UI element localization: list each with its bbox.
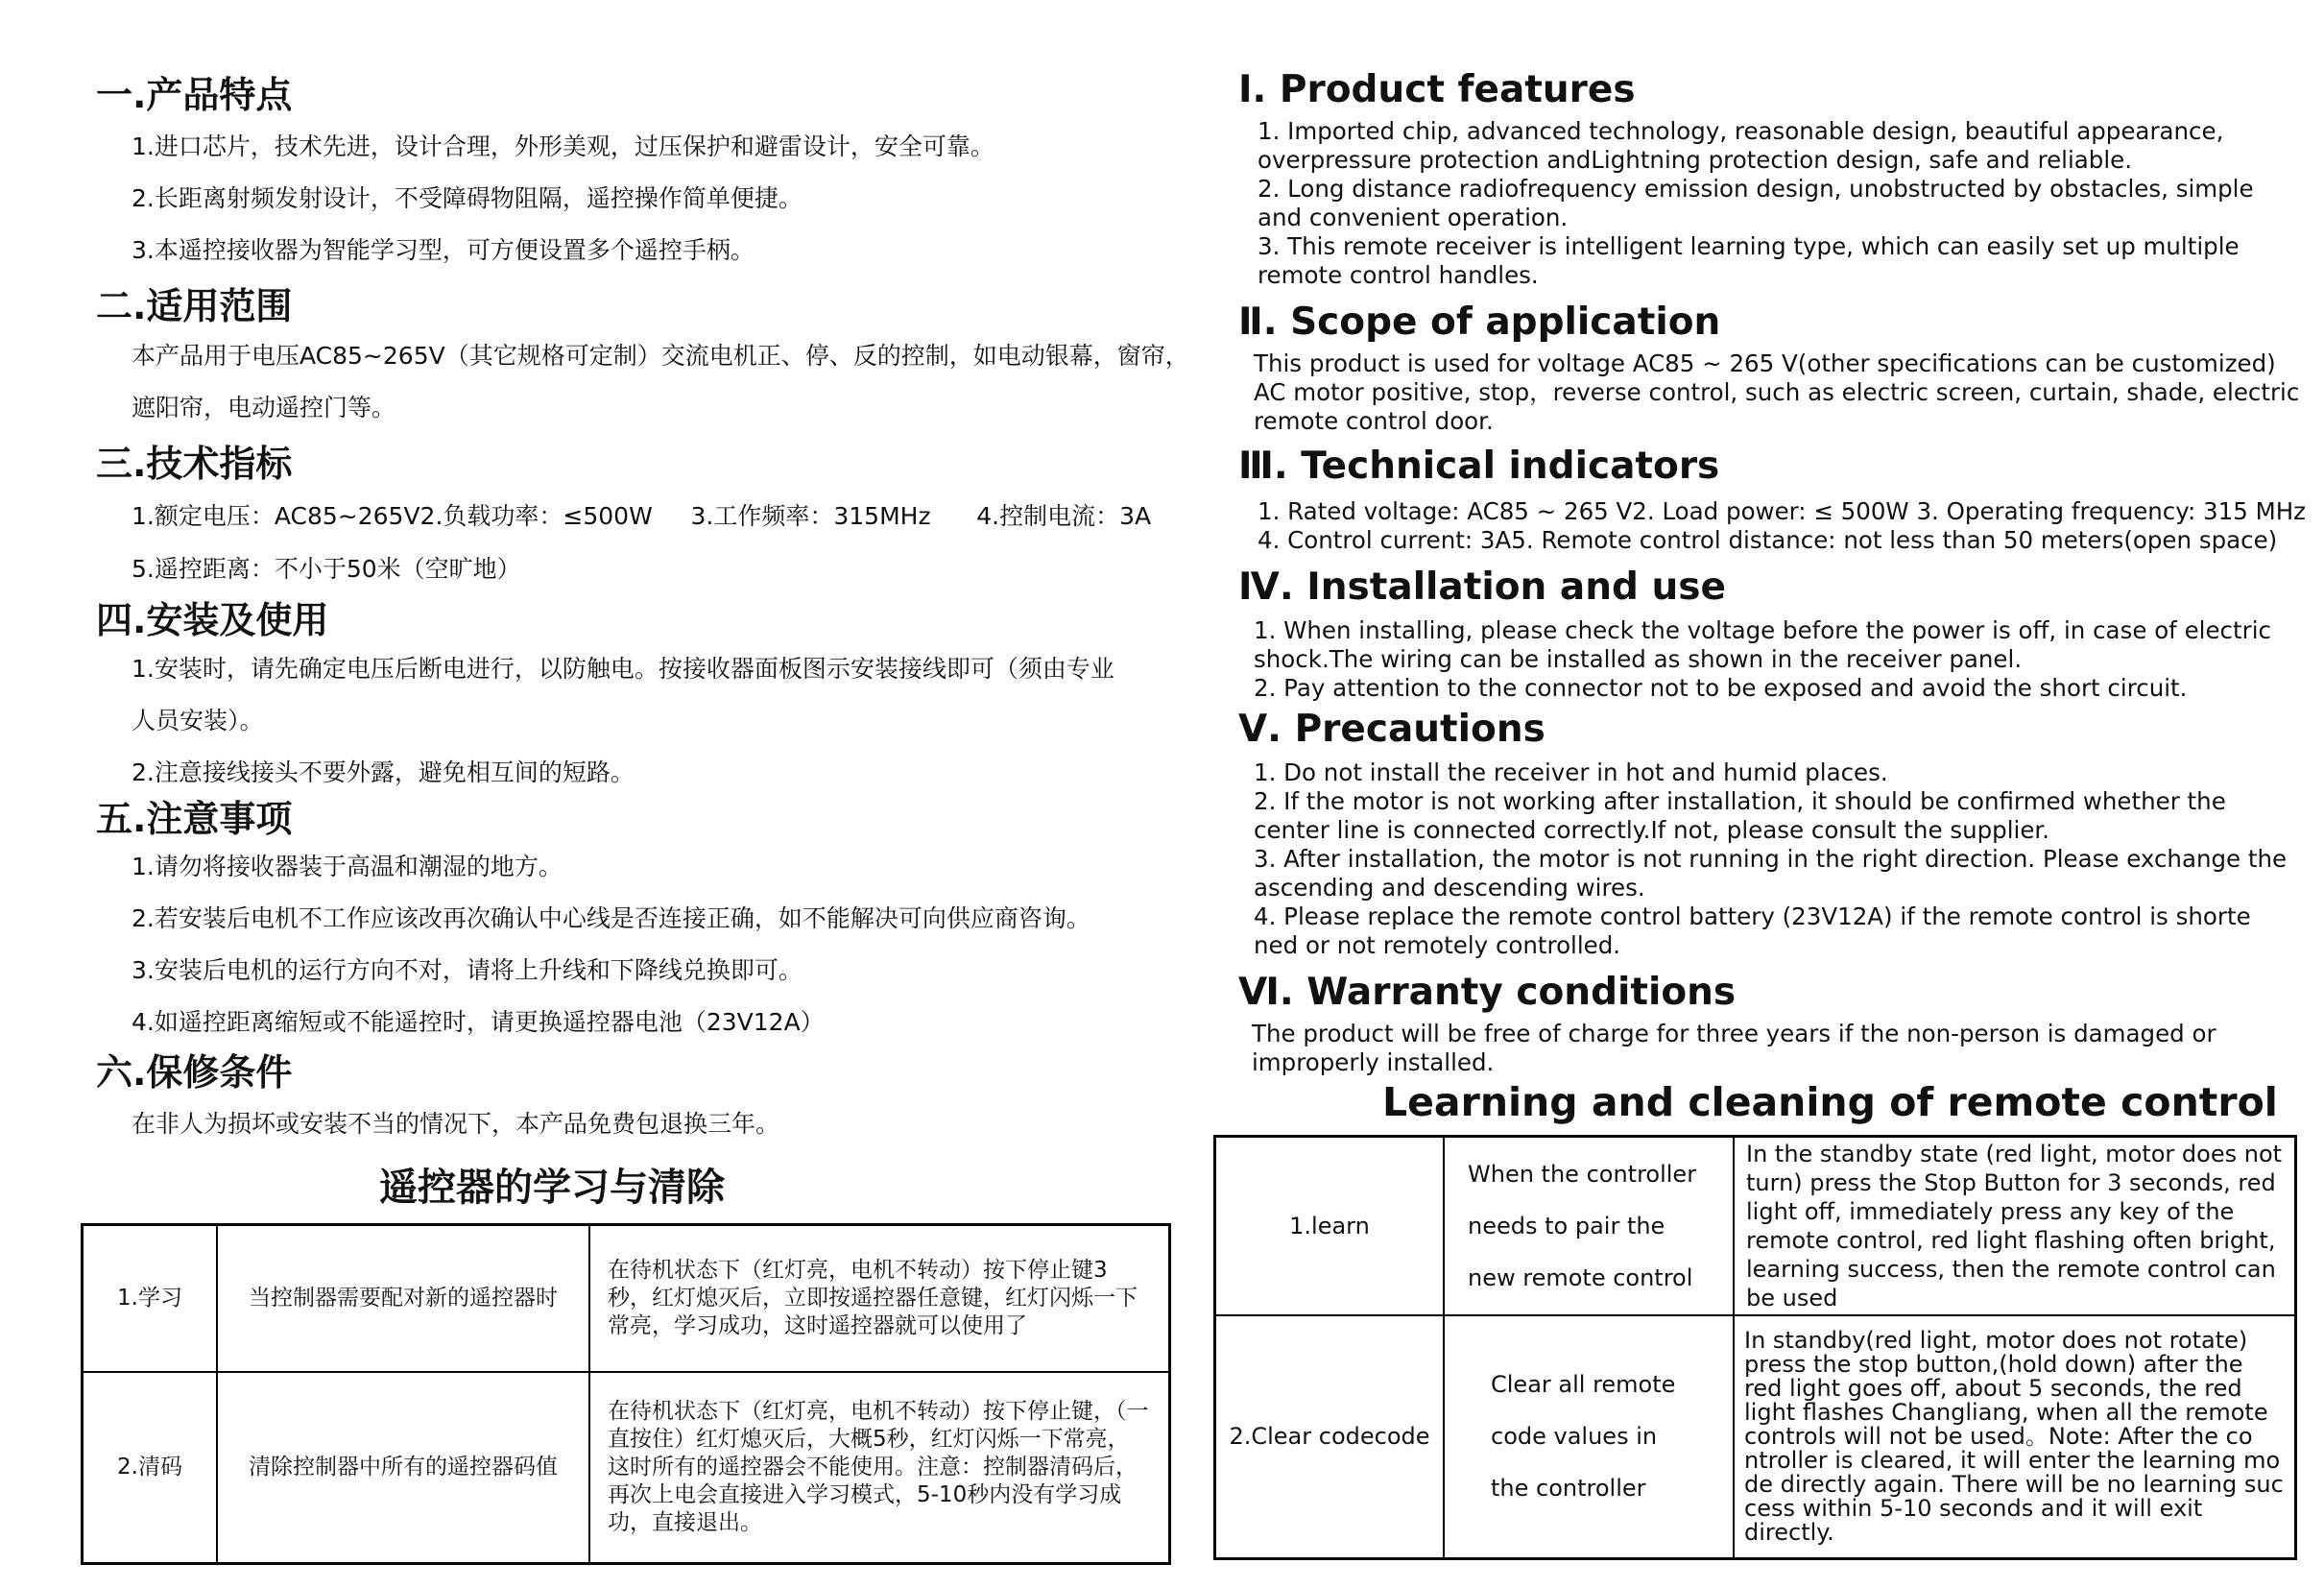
zh-scope-line-2: 遮阳帘，电动遥控门等。 bbox=[132, 394, 396, 421]
zh-heading-product-features: 一.产品特点 bbox=[96, 74, 293, 116]
table-cell-condition bbox=[1444, 1315, 1734, 1559]
en-heading-scope: Ⅱ. Scope of application bbox=[1238, 301, 1721, 344]
zh-warranty-line-1: 在非人为损坏或安装不当的情况下，本产品免费包退换三年。 bbox=[132, 1110, 780, 1138]
en-feature-para-3: 3. This remote receiver is intelligent learning type, which can easily set up multiple remote control handles. bbox=[1258, 232, 2240, 289]
en-precaution-para-4: 4. Please replace the remote control battery (23V12A) if the remote control is shorte ned or not remotely controlled. bbox=[1254, 902, 2251, 959]
zh-feature-line-3: 3.本遥控接收器为智能学习型，可方便设置多个遥控手柄。 bbox=[132, 236, 755, 264]
en-heading-product-features: Ⅰ. Product features bbox=[1238, 68, 1636, 111]
zh-install-line-1: 1.安装时，请先确定电压后断电进行，以防触电。按接收器面板图示安装接线即可（须由专业 bbox=[132, 655, 1114, 683]
table-cell-condition bbox=[1444, 1137, 1734, 1315]
table-cell-steps bbox=[589, 1225, 1170, 1372]
table-cell-steps bbox=[1734, 1137, 2296, 1315]
zh-scope-line-1: 本产品用于电压AC85~265V（其它规格可定制）交流电机正、停、反的控制，如电动银幕，窗帘， bbox=[132, 342, 1189, 370]
table-row bbox=[1215, 1137, 2296, 1315]
zh-precaution-line-4: 4.如遥控距离缩短或不能遥控时，请更换遥控器电池（23V12A） bbox=[132, 1008, 825, 1036]
zh-learn-clear-table bbox=[81, 1223, 1171, 1565]
zh-install-line-2: 人员安装）。 bbox=[132, 707, 264, 734]
en-feature-para-1: 1. Imported chip, advanced technology, reasonable design, beautiful appearance, overpressure protection andLightning protection design, safe and reliable. bbox=[1258, 117, 2224, 174]
zh-precaution-line-3: 3.安装后电机的运行方向不对，请将上升线和下降线兑换即可。 bbox=[132, 956, 803, 984]
en-tech-line-1: 1. Rated voltage: AC85 ~ 265 V2. Load power: ≤ 500W 3. Operating frequency: 315 MHz bbox=[1258, 497, 2306, 525]
zh-precaution-line-1: 1.请勿将接收器装于高温和潮湿的地方。 bbox=[132, 853, 563, 880]
table-cell-condition-text: When the controller needs to pair the new remote control bbox=[1468, 1160, 1697, 1291]
table-row bbox=[1215, 1315, 2296, 1559]
zh-heading-installation: 四.安装及使用 bbox=[96, 599, 329, 641]
en-warranty-para-1: The product will be free of charge for three years if the non-person is damaged or improperly installed. bbox=[1252, 1020, 2216, 1076]
table-row bbox=[83, 1225, 1170, 1372]
zh-heading-warranty: 六.保修条件 bbox=[96, 1051, 293, 1094]
table-cell-steps-text: In the standby state (red light, motor does not turn) press the Stop Button for 3 seconds, red light off, immediately press any key of the remote control, red light flashing often bright, learning success, then the remote control can be used bbox=[1746, 1140, 2283, 1311]
table-cell-steps-text: 在待机状态下（红灯亮，电机不转动）按下停止键，（一直按住）红灯熄灭后，大概5秒，红灯闪烁一下常亮，这时所有的遥控器会不能使用。注意：控制器清码后，再次上电会直接进入学习模式，5-10秒内没有学习成功，直接退出。 bbox=[608, 1398, 1149, 1535]
table-cell-condition: 清除控制器中所有的遥控器码值 bbox=[217, 1372, 589, 1564]
zh-install-line-3: 2.注意接线接头不要外露，避免相互间的短路。 bbox=[132, 758, 635, 786]
table-cell-condition: 当控制器需要配对新的遥控器时 bbox=[217, 1225, 589, 1372]
zh-tech-line-1: 1.额定电压：AC85~265V2.负载功率：≤500W 3.工作频率：315MHz 4.控制电流：3A bbox=[132, 502, 1152, 530]
zh-feature-line-2: 2.长距离射频发射设计，不受障碍物阻隔，遥控操作简单便捷。 bbox=[132, 184, 803, 212]
zh-heading-scope: 二.适用范围 bbox=[96, 285, 293, 327]
en-install-para-1: 1. When installing, please check the voltage before the power is off, in case of electric shock.The wiring can be installed as shown in the receiver panel. bbox=[1254, 616, 2271, 673]
zh-heading-precautions: 五.注意事项 bbox=[96, 798, 293, 840]
table-cell-steps-text: 在待机状态下（红灯亮，电机不转动）按下停止键3秒，红灯熄灭后，立即按遥控器任意键，红灯闪烁一下常亮，学习成功，这时遥控器就可以使用了 bbox=[608, 1257, 1138, 1338]
table-cell-steps bbox=[589, 1372, 1170, 1564]
en-table-title: Learning and cleaning of remote control bbox=[1382, 1079, 2278, 1125]
en-precaution-para-1: 1. Do not install the receiver in hot and humid places. bbox=[1254, 758, 1888, 786]
en-heading-technical: Ⅲ. Technical indicators bbox=[1238, 445, 1720, 488]
en-learn-clear-table bbox=[1213, 1135, 2297, 1560]
table-cell-name: 2.Clear codecode bbox=[1215, 1315, 1445, 1559]
table-row bbox=[83, 1372, 1170, 1564]
table-cell-steps-text: In standby(red light, motor does not rotate) press the stop button,(hold down) after the red light goes off, about 5 seconds, the red light flashes Changliang, when all the remote controls will not be used。Note: After the co ntroller is cleared, it will enter the learning mo de directly again. There will be no learning suc cess within 5-10 seconds and it will exit directly. bbox=[1744, 1326, 2284, 1546]
en-heading-warranty: Ⅵ. Warranty conditions bbox=[1238, 971, 1737, 1014]
table-cell-steps bbox=[1734, 1315, 2296, 1559]
en-precaution-para-3: 3. After installation, the motor is not running in the right direction. Please exchange the ascending and descending wires. bbox=[1254, 845, 2288, 902]
zh-precaution-line-2: 2.若安装后电机不工作应该改再次确认中心线是否连接正确，如不能解决可向供应商咨询。 bbox=[132, 904, 1090, 932]
table-cell-name: 1.learn bbox=[1215, 1137, 1445, 1315]
table-cell-condition-text: Clear all remote code values in the controller bbox=[1491, 1371, 1676, 1503]
en-feature-para-2: 2. Long distance radiofrequency emission design, unobstructed by obstacles, simple and convenient operation. bbox=[1258, 175, 2254, 231]
zh-feature-line-1: 1.进口芯片，技术先进，设计合理，外形美观，过压保护和避雷设计，安全可靠。 bbox=[132, 132, 994, 160]
en-heading-installation: Ⅳ. Installation and use bbox=[1238, 565, 1726, 609]
zh-table-title: 遥控器的学习与清除 bbox=[379, 1166, 725, 1210]
table-cell-name: 1.学习 bbox=[83, 1225, 218, 1372]
table-cell-name: 2.清码 bbox=[83, 1372, 218, 1564]
en-precaution-para-2: 2. If the motor is not working after installation, it should be confirmed whether the center line is connected correctly.If not, please consult the supplier. bbox=[1254, 787, 2226, 844]
en-scope-para-1: This product is used for voltage AC85 ~ 265 V(other specifications can be customized) AC motor positive, stop，reverse control, such as electric screen, curtain, shade, electric remote control door. bbox=[1254, 349, 2300, 435]
en-heading-precautions: Ⅴ. Precautions bbox=[1238, 708, 1545, 751]
zh-tech-line-2: 5.遥控距离：不小于50米（空旷地） bbox=[132, 555, 521, 583]
zh-heading-technical: 三.技术指标 bbox=[96, 443, 293, 485]
en-tech-line-2: 4. Control current: 3A5. Remote control distance: not less than 50 meters(open space) bbox=[1258, 526, 2278, 554]
en-install-para-2: 2. Pay attention to the connector not to be exposed and avoid the short circuit. bbox=[1254, 674, 2188, 702]
